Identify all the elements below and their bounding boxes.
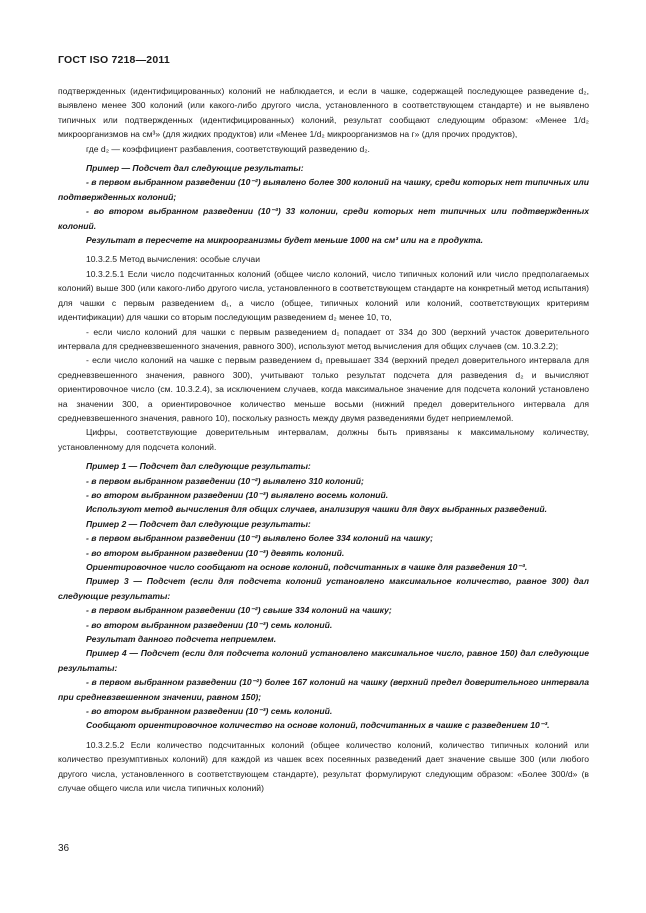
body-paragraph: 10.3.2.5.1 Если число подсчитанных колоний (общее число колоний, число типичных колоний или число предполагаемых колоний) выше 300 (или какого-либо другого числа, установленного в соответствующем стандарте на конкретный метод испытания) для чашки с первым разведением d₁, а число (общее, типичных колоний или колоний, соответствующих критериям идентификации) для чашки со вторым последующим разведением d₂ менее 10, то, [58, 268, 589, 323]
page-number: 36 [58, 843, 70, 854]
example-paragraph: - во втором выбранном разведении (10⁻³) семь колоний. [86, 619, 333, 630]
example-paragraph: Пример 2 — Подсчет дал следующие результаты: [86, 518, 311, 529]
body-paragraph: 10.3.2.5 Метод вычисления: особые случаи [86, 254, 260, 265]
document-body [58, 84, 589, 796]
example-paragraph: Пример 3 — Подсчет (если для подсчета колоний установлено максимальное количество, равное 300) дал следующие результаты: [58, 576, 589, 601]
example-paragraph: Ориентировочное число сообщают на основе колоний, подсчитанных в чашке для разведения 10⁻³. [86, 562, 528, 572]
example-paragraph: Пример — Подсчет дал следующие результаты: [86, 163, 304, 174]
example-paragraph: - во втором выбранном разведении (10⁻³) семь колоний. [86, 706, 333, 717]
example-paragraph: - в первом выбранном разведении (10⁻²) выявлено более 300 колоний на чашку, среди которых нет типичных или подтвержденных колоний; [58, 177, 589, 202]
example-paragraph: - во втором выбранном разведении (10⁻³) девять колоний. [86, 547, 345, 558]
example-paragraph: Используют метод вычисления для общих случаев, анализируя чашки для двух выбранных разведений. [86, 504, 548, 515]
example-paragraph: Пример 1 — Подсчет дал следующие результаты: [86, 461, 311, 472]
body-paragraph: где d₂ — коэффициент разбавления, соответствующий разведению d₂. [86, 143, 370, 154]
body-paragraph: - если число колоний для чашки с первым разведением d₁ попадает от 334 до 300 (верхний участок доверительного интервала для средневзвешенного значения, равного 300), используют метод вычисления для общих случаев (см. 10.3.2.2); [58, 326, 589, 351]
example-paragraph: - во втором выбранном разведении (10⁻³) выявлено восемь колоний. [86, 489, 389, 500]
body-paragraph: подтвержденных (идентифицированных) колоний не наблюдается, и если в чашке, содержащей последующее разведение d₂, выявлено менее 300 колоний (или какого-либо другого числа, установленного в соответствующем стандарте) и не выявлено типичных или подтвержденных (идентифицированных) колоний, результат сообщают следующим образом: «Менее 1/d₂ микроорганизмов на см³» (для жидких продуктов) или «Менее 1/d₂ микроорганизмов на г» (для прочих продуктов), [58, 86, 589, 140]
example-paragraph: Пример 4 — Подсчет (если для подсчета колоний установлено максимальное число, равное 150) дал следующие результаты: [58, 648, 589, 673]
page-header-title: ГОСТ ISO 7218—2011 [58, 54, 170, 66]
example-paragraph: - в первом выбранном разведении (10⁻²) свыше 334 колоний на чашку; [86, 605, 392, 616]
example-paragraph: - в первом выбранном разведении (10⁻²) выявлено более 334 колоний на чашку; [86, 533, 433, 544]
body-paragraph: Цифры, соответствующие доверительным интервалам, должны быть привязаны к максимальному количеству, установленному для подсчета колоний. [58, 427, 589, 452]
example-paragraph: Результат данного подсчета неприемлем. [86, 634, 277, 645]
example-paragraph: - во втором выбранном разведении (10⁻³) 33 колонии, среди которых нет типичных или подтвержденных колоний. [58, 206, 589, 231]
body-paragraph: - если число колоний на чашке с первым разведением d₁ превышает 334 (верхний предел доверительного интервала для средневзвешенного значения, равного 300), учитывают только результат подсчета для разведения d₂ и вычисляют ориентировочное число (см. 10.3.2.4), за исключением случаев, когда максимальное значение для подсчета колоний установлено на значении 300, а ориентировочное количество меньше восьми (нижний предел доверительного интервала для средневзвешенного значения, равного 10), поскольку разность между двумя разведениями будет неприемлемой. [58, 355, 589, 423]
example-paragraph: - в первом выбранном разведении (10⁻²) более 167 колоний на чашку (верхний предел доверительного интервала при средневзвешенном значении, равном 150); [58, 677, 589, 702]
example-paragraph: Результат в пересчете на микроорганизмы будет меньше 1000 на см³ или на г продукта. [86, 235, 484, 246]
example-paragraph: Сообщают ориентировочное количество на основе колоний, подсчитанных в чашке с разведением 10⁻³. [86, 720, 550, 731]
body-paragraph: 10.3.2.5.2 Если количество подсчитанных колоний (общее количество колоний, количество типичных колоний или количество презумптивных колоний) для каждой из чашек всех посеянных разведений дает значение свыше 300 (или любого другого числа, установленного в соответствующем стандарте), результат формулируют следующим образом: «Более 300/d» (в случае общего числа или числа типичных колоний) [58, 739, 589, 794]
example-paragraph: - в первом выбранном разведении (10⁻²) выявлено 310 колоний; [86, 475, 364, 486]
